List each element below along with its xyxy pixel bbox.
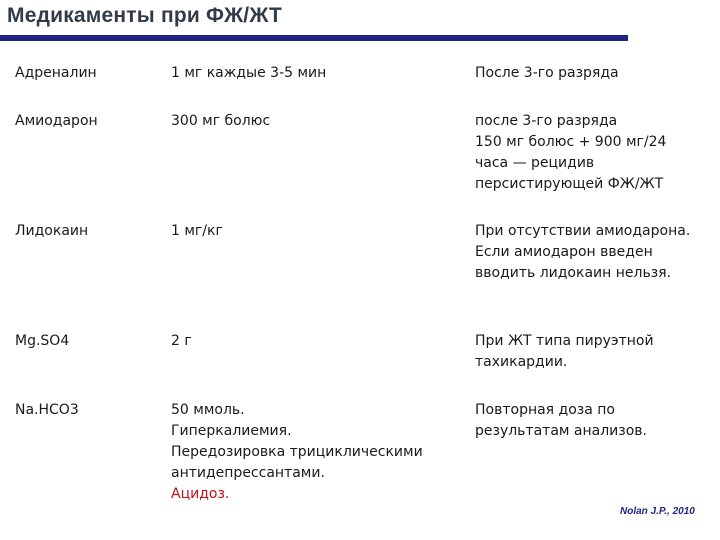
- source-citation: Nolan J.P., 2010: [620, 506, 695, 517]
- note-line: После 3-го разряда: [475, 65, 619, 81]
- dose-line: 1 мг каждые 3-5 мин: [171, 65, 327, 81]
- note-line: часа — рецидив: [475, 155, 595, 171]
- drug-name-magnesium-sulfate: Mg.SO4: [15, 333, 70, 349]
- note-line: При отсутствии амиодарона.: [475, 223, 691, 239]
- dose-line: 1 мг/кг: [171, 223, 223, 239]
- note-line: Повторная доза по: [475, 402, 615, 418]
- dose-adrenaline: [171, 63, 326, 84]
- drug-name-lidocaine: Лидокаин: [15, 223, 89, 239]
- drug-name-amiodarone: Амиодарон: [15, 113, 98, 129]
- note-line: вводить лидокаин нельзя.: [475, 265, 672, 281]
- note-line: 150 мг болюс + 900 мг/24: [475, 134, 667, 150]
- note-line: Если амиодарон введен: [475, 244, 653, 260]
- drug-name-adrenaline: Адреналин: [15, 65, 97, 81]
- note-line: При ЖТ типа пируэтной: [475, 333, 654, 349]
- drug-name-sodium-bicarbonate: Na.HCO3: [15, 402, 79, 418]
- page-title: Медикаменты при ФЖ/ЖТ: [7, 4, 283, 27]
- note-line: результатам анализов.: [475, 423, 647, 439]
- note-line: тахикардии.: [475, 354, 568, 370]
- note-lidocaine: [475, 221, 690, 284]
- dose-line: 300 мг болюс: [171, 113, 271, 129]
- dose-line: Гиперкалиемия.: [171, 423, 292, 439]
- note-line: персистирующей ФЖ/ЖТ: [475, 176, 664, 192]
- dose-sodium-bicarbonate: [171, 400, 423, 505]
- dose-line: Передозировка трициклическими: [171, 444, 423, 460]
- title-underline-bar: [0, 35, 628, 41]
- dose-lidocaine: [171, 221, 223, 242]
- dose-line: 2 г: [171, 333, 192, 349]
- note-magnesium-sulfate: [475, 331, 654, 373]
- note-amiodarone: [475, 111, 666, 195]
- dose-magnesium-sulfate: [171, 331, 192, 352]
- note-line: после 3-го разряда: [475, 113, 618, 129]
- dose-amiodarone: [171, 111, 270, 132]
- dose-line: антидепрессантами.: [171, 465, 325, 481]
- note-adrenaline: [475, 63, 619, 84]
- dose-line-acidosis: Ацидоз.: [171, 486, 230, 502]
- dose-line: 50 ммоль.: [171, 402, 245, 418]
- note-sodium-bicarbonate: [475, 400, 647, 442]
